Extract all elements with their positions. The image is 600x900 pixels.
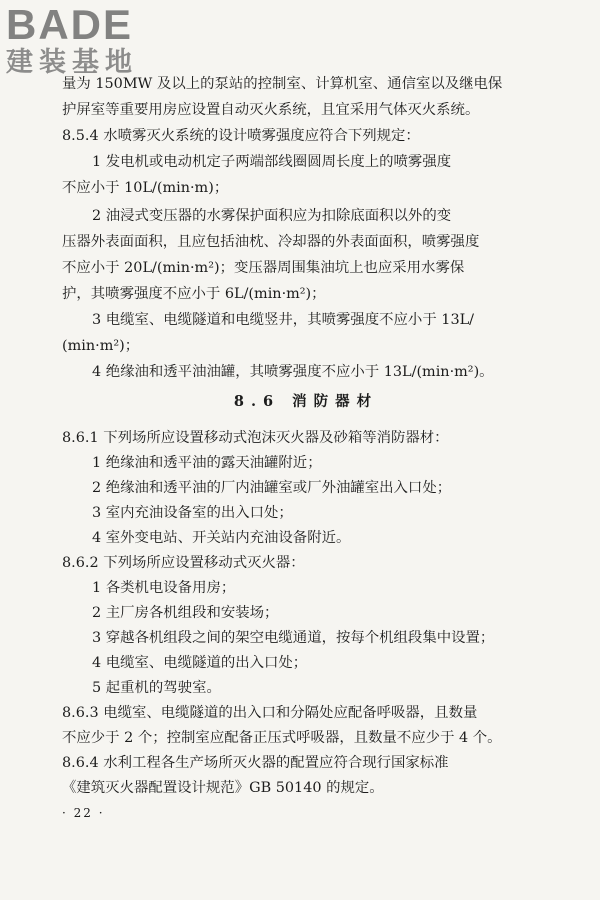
list-item: 2 油浸式变压器的水雾保护面积应为扣除底面积以外的变 (92, 208, 452, 224)
clause-8-6-3: 8.6.3 电缆室、电缆隧道的出入口和分隔处应配备呼吸器，且数量 (62, 705, 478, 721)
text-line: 不应少于 2 个；控制室应配备正压式呼吸器，且数量不应少于 4 个。 (62, 730, 502, 746)
clause-8-6-2: 8.6.2 下列场所应设置移动式灭火器： (62, 555, 305, 571)
list-item: 5 起重机的驾驶室。 (92, 680, 221, 696)
text-line: 不应小于 20L/(min·m²)；变压器周围集油坑上也应采用水雾保 (62, 260, 465, 276)
bade-watermark-logo (6, 1, 176, 90)
text-line: 量为 150MW 及以上的泵站的控制室、计算机室、通信室以及继电保 (62, 76, 503, 92)
list-item: 1 发电机或电动机定子两端部线圈圆周长度上的喷雾强度 (92, 154, 452, 170)
list-item: 4 绝缘油和透平油油罐，其喷雾强度不应小于 13L/(min·m²)。 (92, 364, 494, 380)
list-item: 1 各类机电设备用房； (92, 580, 236, 596)
list-item: 4 电缆室、电缆隧道的出入口处； (92, 655, 308, 671)
clause-8-6-1: 8.6.1 下列场所应设置移动式泡沫灭火器及砂箱等消防器材： (62, 430, 449, 446)
section-heading-8-6: 8.6 消防器材 (233, 393, 379, 410)
watermark-brand-latin: BADE (6, 1, 134, 48)
list-item: 3 室内充油设备室的出入口处； (92, 505, 293, 521)
list-item: 4 室外变电站、开关站内充油设备附近。 (92, 530, 351, 546)
text-line: 压器外表面面积，且应包括油枕、冷却器的外表面面积，喷雾强度 (62, 234, 480, 250)
clause-8-5-4: 8.5.4 水喷雾灭火系统的设计喷雾强度应符合下列规定： (62, 128, 420, 144)
text-line: 护屏室等重要用房应设置自动灭火系统，且宜采用气体灭火系统。 (62, 102, 480, 118)
list-item: 3 穿越各机组段之间的架空电缆通道，按每个机组段集中设置； (92, 630, 495, 646)
watermark-brand-cjk: 建装基地 (6, 47, 138, 78)
list-item: 1 绝缘油和透平油的露天油罐附近； (92, 455, 322, 471)
text-line: 护，其喷雾强度不应小于 6L/(min·m²)； (62, 286, 326, 302)
page-number: · 22 · (62, 806, 105, 820)
list-item: 3 电缆室、电缆隧道和电缆竖井，其喷雾强度不应小于 13L/ (92, 312, 475, 328)
list-item: 2 绝缘油和透平油的厂内油罐室或厂外油罐室出入口处； (92, 480, 452, 496)
text-line: 不应小于 10L/(min·m)； (62, 180, 229, 196)
list-item: 2 主厂房各机组段和安装场； (92, 605, 279, 621)
clause-8-6-4: 8.6.4 水利工程各生产场所灭火器的配置应符合现行国家标准 (62, 755, 449, 771)
text-line: (min·m²)； (62, 338, 140, 354)
text-line: 《建筑灭火器配置设计规范》GB 50140 的规定。 (62, 780, 384, 796)
